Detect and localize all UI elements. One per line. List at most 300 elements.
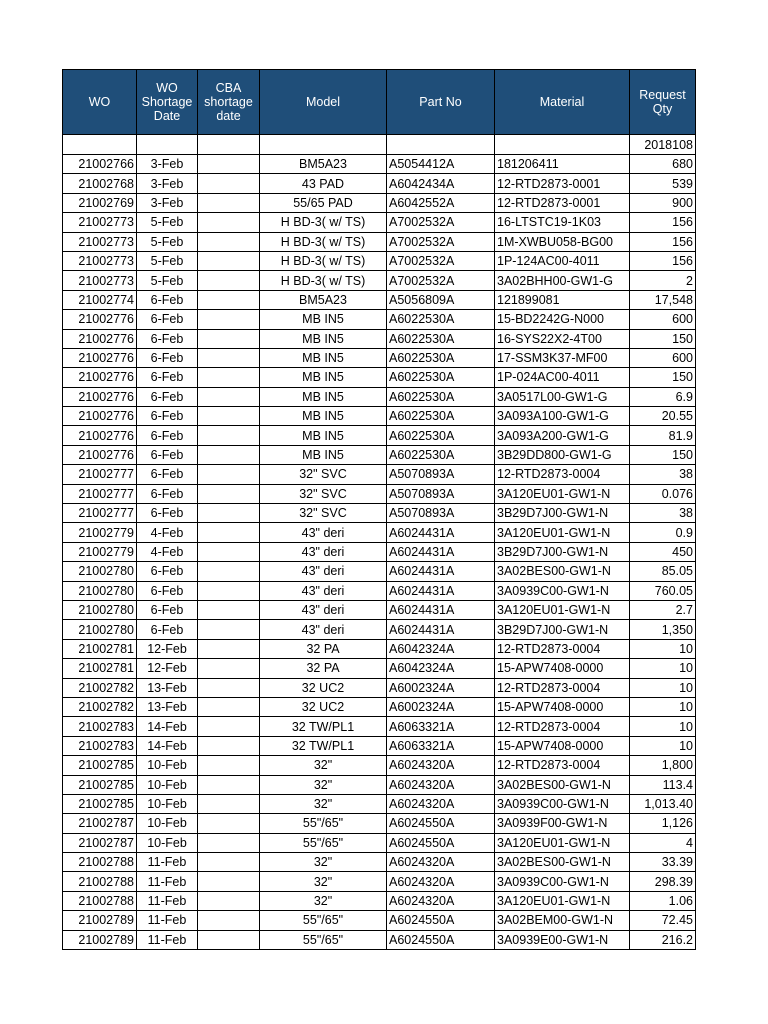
cba-date-cell[interactable] <box>198 523 260 542</box>
part-no-cell[interactable]: A7002532A <box>387 232 495 251</box>
cba-date-cell[interactable] <box>198 290 260 309</box>
material-cell[interactable]: 1P-124AC00-4011 <box>495 251 630 270</box>
shortage-date-cell[interactable]: 6-Feb <box>137 329 198 348</box>
cba-date-cell[interactable] <box>198 562 260 581</box>
shortage-date-cell[interactable]: 6-Feb <box>137 484 198 503</box>
part-no-cell[interactable]: A6024550A <box>387 930 495 949</box>
wo-cell[interactable]: 21002779 <box>63 523 137 542</box>
material-cell[interactable]: 16-SYS22X2-4T00 <box>495 329 630 348</box>
shortage-date-cell[interactable]: 6-Feb <box>137 445 198 464</box>
wo-cell[interactable]: 21002787 <box>63 833 137 852</box>
part-no-cell[interactable]: A6024320A <box>387 853 495 872</box>
model-cell[interactable]: 32" <box>260 756 387 775</box>
header-request-qty[interactable]: Request Qty <box>630 70 696 135</box>
cba-date-cell[interactable] <box>198 756 260 775</box>
cba-date-cell[interactable] <box>198 387 260 406</box>
shortage-date-cell[interactable]: 13-Feb <box>137 697 198 716</box>
wo-cell[interactable]: 21002781 <box>63 639 137 658</box>
wo-cell[interactable]: 21002782 <box>63 697 137 716</box>
shortage-date-cell[interactable]: 10-Feb <box>137 775 198 794</box>
material-cell[interactable]: 3A120EU01-GW1-N <box>495 833 630 852</box>
material-cell[interactable]: 3A120EU01-GW1-N <box>495 523 630 542</box>
material-cell[interactable]: 17-SSM3K37-MF00 <box>495 348 630 367</box>
shortage-date-cell[interactable]: 6-Feb <box>137 368 198 387</box>
request-qty-cell[interactable]: 38 <box>630 465 696 484</box>
model-cell[interactable]: MB IN5 <box>260 387 387 406</box>
model-cell[interactable]: H BD-3( w/ TS) <box>260 271 387 290</box>
model-cell[interactable]: 32" <box>260 853 387 872</box>
request-qty-cell[interactable]: 4 <box>630 833 696 852</box>
wo-cell[interactable]: 21002773 <box>63 232 137 251</box>
wo-cell[interactable]: 21002776 <box>63 445 137 464</box>
wo-cell[interactable]: 21002787 <box>63 814 137 833</box>
wo-cell[interactable]: 21002773 <box>63 213 137 232</box>
model-cell[interactable]: 32" SVC <box>260 504 387 523</box>
material-cell[interactable]: 3B29D7J00-GW1-N <box>495 542 630 561</box>
wo-cell[interactable]: 21002789 <box>63 930 137 949</box>
cba-date-cell[interactable] <box>198 484 260 503</box>
material-cell[interactable]: 16-LTSTC19-1K03 <box>495 213 630 232</box>
wo-cell[interactable]: 21002776 <box>63 329 137 348</box>
part-no-cell[interactable]: A6042434A <box>387 174 495 193</box>
material-cell[interactable]: 15-APW7408-0000 <box>495 659 630 678</box>
shortage-date-cell[interactable]: 3-Feb <box>137 155 198 174</box>
material-cell[interactable]: 3B29D7J00-GW1-N <box>495 504 630 523</box>
request-qty-cell[interactable]: 72.45 <box>630 911 696 930</box>
shortage-date-cell[interactable]: 11-Feb <box>137 911 198 930</box>
part-no-cell[interactable]: A6024431A <box>387 600 495 619</box>
material-cell[interactable]: 3A0517L00-GW1-G <box>495 387 630 406</box>
cba-date-cell[interactable] <box>198 426 260 445</box>
cba-date-cell[interactable] <box>198 853 260 872</box>
model-cell[interactable]: 32 PA <box>260 639 387 658</box>
part-no-cell[interactable]: A7002532A <box>387 271 495 290</box>
model-cell[interactable]: 43" deri <box>260 542 387 561</box>
shortage-date-cell[interactable]: 12-Feb <box>137 639 198 658</box>
cba-date-cell[interactable] <box>198 911 260 930</box>
request-qty-cell[interactable]: 85.05 <box>630 562 696 581</box>
shortage-date-cell[interactable]: 5-Feb <box>137 213 198 232</box>
wo-cell[interactable]: 21002776 <box>63 368 137 387</box>
request-qty-cell[interactable]: 113.4 <box>630 775 696 794</box>
part-no-cell[interactable]: A5070893A <box>387 484 495 503</box>
material-cell[interactable]: 3A093A100-GW1-G <box>495 407 630 426</box>
shortage-date-cell[interactable]: 3-Feb <box>137 174 198 193</box>
shortage-date-cell[interactable]: 13-Feb <box>137 678 198 697</box>
cba-date-cell[interactable] <box>198 251 260 270</box>
model-cell[interactable]: 32" SVC <box>260 484 387 503</box>
model-cell[interactable]: BM5A23 <box>260 155 387 174</box>
material-cell[interactable]: 3B29D7J00-GW1-N <box>495 620 630 639</box>
material-cell[interactable]: 181206411 <box>495 155 630 174</box>
wo-cell[interactable]: 21002781 <box>63 659 137 678</box>
wo-cell[interactable]: 21002788 <box>63 891 137 910</box>
request-qty-cell[interactable]: 81.9 <box>630 426 696 445</box>
wo-cell[interactable]: 21002780 <box>63 600 137 619</box>
material-cell[interactable]: 3A120EU01-GW1-N <box>495 484 630 503</box>
material-cell[interactable]: 3A0939E00-GW1-N <box>495 930 630 949</box>
part-no-cell[interactable]: A6024320A <box>387 794 495 813</box>
shortage-date-cell[interactable]: 11-Feb <box>137 872 198 891</box>
model-cell[interactable]: 32" <box>260 891 387 910</box>
shortage-date-cell[interactable]: 10-Feb <box>137 756 198 775</box>
model-cell[interactable]: 32" <box>260 775 387 794</box>
shortage-date-cell[interactable]: 11-Feb <box>137 930 198 949</box>
wo-cell[interactable]: 21002785 <box>63 756 137 775</box>
shortage-date-cell[interactable]: 5-Feb <box>137 232 198 251</box>
material-cell[interactable]: 15-BD2242G-N000 <box>495 310 630 329</box>
wo-cell[interactable]: 21002776 <box>63 426 137 445</box>
empty-cell[interactable] <box>137 135 198 155</box>
request-qty-cell[interactable]: 20.55 <box>630 407 696 426</box>
cba-date-cell[interactable] <box>198 174 260 193</box>
material-cell[interactable]: 3A093A200-GW1-G <box>495 426 630 445</box>
part-no-cell[interactable]: A5070893A <box>387 465 495 484</box>
material-cell[interactable]: 12-RTD2873-0001 <box>495 193 630 212</box>
cba-date-cell[interactable] <box>198 504 260 523</box>
material-cell[interactable]: 3B29DD800-GW1-G <box>495 445 630 464</box>
wo-cell[interactable]: 21002776 <box>63 310 137 329</box>
part-no-cell[interactable]: A5070893A <box>387 504 495 523</box>
cba-date-cell[interactable] <box>198 872 260 891</box>
empty-cell[interactable] <box>260 135 387 155</box>
part-no-cell[interactable]: A6024431A <box>387 581 495 600</box>
cba-date-cell[interactable] <box>198 833 260 852</box>
material-cell[interactable]: 15-APW7408-0000 <box>495 697 630 716</box>
wo-cell[interactable]: 21002777 <box>63 504 137 523</box>
wo-cell[interactable]: 21002785 <box>63 775 137 794</box>
top-code-cell[interactable]: 2018108 <box>630 135 696 155</box>
shortage-date-cell[interactable]: 12-Feb <box>137 659 198 678</box>
request-qty-cell[interactable]: 156 <box>630 232 696 251</box>
cba-date-cell[interactable] <box>198 697 260 716</box>
cba-date-cell[interactable] <box>198 620 260 639</box>
request-qty-cell[interactable]: 156 <box>630 251 696 270</box>
material-cell[interactable]: 3A0939C00-GW1-N <box>495 581 630 600</box>
shortage-date-cell[interactable]: 6-Feb <box>137 504 198 523</box>
material-cell[interactable]: 121899081 <box>495 290 630 309</box>
request-qty-cell[interactable]: 150 <box>630 329 696 348</box>
material-cell[interactable]: 15-APW7408-0000 <box>495 736 630 755</box>
request-qty-cell[interactable]: 0.076 <box>630 484 696 503</box>
part-no-cell[interactable]: A6024550A <box>387 814 495 833</box>
shortage-date-cell[interactable]: 10-Feb <box>137 794 198 813</box>
model-cell[interactable]: BM5A23 <box>260 290 387 309</box>
wo-cell[interactable]: 21002768 <box>63 174 137 193</box>
model-cell[interactable]: 32 TW/PL1 <box>260 736 387 755</box>
cba-date-cell[interactable] <box>198 445 260 464</box>
request-qty-cell[interactable]: 1.06 <box>630 891 696 910</box>
request-qty-cell[interactable]: 10 <box>630 697 696 716</box>
shortage-date-cell[interactable]: 11-Feb <box>137 891 198 910</box>
header-part-no[interactable]: Part No <box>387 70 495 135</box>
header-model[interactable]: Model <box>260 70 387 135</box>
cba-date-cell[interactable] <box>198 542 260 561</box>
request-qty-cell[interactable]: 900 <box>630 193 696 212</box>
part-no-cell[interactable]: A7002532A <box>387 251 495 270</box>
model-cell[interactable]: MB IN5 <box>260 407 387 426</box>
request-qty-cell[interactable]: 1,126 <box>630 814 696 833</box>
cba-date-cell[interactable] <box>198 678 260 697</box>
cba-date-cell[interactable] <box>198 465 260 484</box>
empty-cell[interactable] <box>387 135 495 155</box>
request-qty-cell[interactable]: 298.39 <box>630 872 696 891</box>
request-qty-cell[interactable]: 760.05 <box>630 581 696 600</box>
cba-date-cell[interactable] <box>198 775 260 794</box>
shortage-date-cell[interactable]: 5-Feb <box>137 251 198 270</box>
model-cell[interactable]: 43" deri <box>260 620 387 639</box>
request-qty-cell[interactable]: 680 <box>630 155 696 174</box>
part-no-cell[interactable]: A7002532A <box>387 213 495 232</box>
model-cell[interactable]: MB IN5 <box>260 348 387 367</box>
material-cell[interactable]: 12-RTD2873-0004 <box>495 639 630 658</box>
model-cell[interactable]: H BD-3( w/ TS) <box>260 251 387 270</box>
model-cell[interactable]: 55"/65" <box>260 911 387 930</box>
shortage-date-cell[interactable]: 6-Feb <box>137 310 198 329</box>
shortage-date-cell[interactable]: 6-Feb <box>137 290 198 309</box>
request-qty-cell[interactable]: 150 <box>630 445 696 464</box>
request-qty-cell[interactable]: 1,350 <box>630 620 696 639</box>
wo-cell[interactable]: 21002788 <box>63 853 137 872</box>
cba-date-cell[interactable] <box>198 213 260 232</box>
request-qty-cell[interactable]: 38 <box>630 504 696 523</box>
cba-date-cell[interactable] <box>198 600 260 619</box>
shortage-date-cell[interactable]: 4-Feb <box>137 523 198 542</box>
request-qty-cell[interactable]: 600 <box>630 310 696 329</box>
shortage-date-cell[interactable]: 11-Feb <box>137 853 198 872</box>
part-no-cell[interactable]: A6022530A <box>387 329 495 348</box>
model-cell[interactable]: H BD-3( w/ TS) <box>260 213 387 232</box>
wo-cell[interactable]: 21002773 <box>63 271 137 290</box>
model-cell[interactable]: 55"/65" <box>260 833 387 852</box>
request-qty-cell[interactable]: 539 <box>630 174 696 193</box>
material-cell[interactable]: 3A02BES00-GW1-N <box>495 775 630 794</box>
shortage-date-cell[interactable]: 5-Feb <box>137 271 198 290</box>
model-cell[interactable]: 43" deri <box>260 523 387 542</box>
part-no-cell[interactable]: A6024550A <box>387 911 495 930</box>
shortage-date-cell[interactable]: 6-Feb <box>137 407 198 426</box>
wo-cell[interactable]: 21002776 <box>63 387 137 406</box>
request-qty-cell[interactable]: 600 <box>630 348 696 367</box>
shortage-date-cell[interactable]: 4-Feb <box>137 542 198 561</box>
request-qty-cell[interactable]: 1,013.40 <box>630 794 696 813</box>
request-qty-cell[interactable]: 17,548 <box>630 290 696 309</box>
model-cell[interactable]: 43" deri <box>260 581 387 600</box>
model-cell[interactable]: 32 TW/PL1 <box>260 717 387 736</box>
request-qty-cell[interactable]: 6.9 <box>630 387 696 406</box>
part-no-cell[interactable]: A6024431A <box>387 542 495 561</box>
cba-date-cell[interactable] <box>198 193 260 212</box>
cba-date-cell[interactable] <box>198 368 260 387</box>
header-material[interactable]: Material <box>495 70 630 135</box>
material-cell[interactable]: 3A02BHH00-GW1-G <box>495 271 630 290</box>
shortage-date-cell[interactable]: 6-Feb <box>137 387 198 406</box>
part-no-cell[interactable]: A6022530A <box>387 368 495 387</box>
model-cell[interactable]: 55/65 PAD <box>260 193 387 212</box>
part-no-cell[interactable]: A5054412A <box>387 155 495 174</box>
request-qty-cell[interactable]: 0.9 <box>630 523 696 542</box>
material-cell[interactable]: 1M-XWBU058-BG00 <box>495 232 630 251</box>
wo-cell[interactable]: 21002780 <box>63 562 137 581</box>
cba-date-cell[interactable] <box>198 271 260 290</box>
request-qty-cell[interactable]: 10 <box>630 639 696 658</box>
part-no-cell[interactable]: A6063321A <box>387 717 495 736</box>
request-qty-cell[interactable]: 156 <box>630 213 696 232</box>
request-qty-cell[interactable]: 10 <box>630 678 696 697</box>
shortage-date-cell[interactable]: 14-Feb <box>137 736 198 755</box>
empty-cell[interactable] <box>495 135 630 155</box>
wo-cell[interactable]: 21002780 <box>63 581 137 600</box>
empty-cell[interactable] <box>198 135 260 155</box>
part-no-cell[interactable]: A6024431A <box>387 523 495 542</box>
model-cell[interactable]: 43" deri <box>260 600 387 619</box>
model-cell[interactable]: 32" <box>260 794 387 813</box>
cba-date-cell[interactable] <box>198 891 260 910</box>
part-no-cell[interactable]: A6022530A <box>387 348 495 367</box>
wo-cell[interactable]: 21002766 <box>63 155 137 174</box>
material-cell[interactable]: 12-RTD2873-0004 <box>495 678 630 697</box>
wo-cell[interactable]: 21002780 <box>63 620 137 639</box>
cba-date-cell[interactable] <box>198 794 260 813</box>
model-cell[interactable]: 32 PA <box>260 659 387 678</box>
part-no-cell[interactable]: A6042552A <box>387 193 495 212</box>
shortage-date-cell[interactable]: 3-Feb <box>137 193 198 212</box>
cba-date-cell[interactable] <box>198 348 260 367</box>
part-no-cell[interactable]: A6022530A <box>387 387 495 406</box>
cba-date-cell[interactable] <box>198 329 260 348</box>
wo-cell[interactable]: 21002783 <box>63 717 137 736</box>
material-cell[interactable]: 3A120EU01-GW1-N <box>495 600 630 619</box>
model-cell[interactable]: 32" SVC <box>260 465 387 484</box>
shortage-date-cell[interactable]: 6-Feb <box>137 620 198 639</box>
request-qty-cell[interactable]: 10 <box>630 717 696 736</box>
part-no-cell[interactable]: A6024431A <box>387 620 495 639</box>
header-shortage-date[interactable]: WO Shortage Date <box>137 70 198 135</box>
request-qty-cell[interactable]: 2.7 <box>630 600 696 619</box>
request-qty-cell[interactable]: 10 <box>630 659 696 678</box>
material-cell[interactable]: 3A02BEM00-GW1-N <box>495 911 630 930</box>
shortage-date-cell[interactable]: 6-Feb <box>137 348 198 367</box>
model-cell[interactable]: 32 UC2 <box>260 697 387 716</box>
wo-cell[interactable]: 21002776 <box>63 348 137 367</box>
wo-cell[interactable]: 21002783 <box>63 736 137 755</box>
material-cell[interactable]: 12-RTD2873-0004 <box>495 465 630 484</box>
request-qty-cell[interactable]: 450 <box>630 542 696 561</box>
shortage-date-cell[interactable]: 10-Feb <box>137 833 198 852</box>
cba-date-cell[interactable] <box>198 581 260 600</box>
wo-cell[interactable]: 21002779 <box>63 542 137 561</box>
shortage-date-cell[interactable]: 10-Feb <box>137 814 198 833</box>
part-no-cell[interactable]: A6024431A <box>387 562 495 581</box>
part-no-cell[interactable]: A5056809A <box>387 290 495 309</box>
model-cell[interactable]: MB IN5 <box>260 368 387 387</box>
model-cell[interactable]: 43 PAD <box>260 174 387 193</box>
part-no-cell[interactable]: A6022530A <box>387 407 495 426</box>
header-wo[interactable]: WO <box>63 70 137 135</box>
model-cell[interactable]: 32" <box>260 872 387 891</box>
cba-date-cell[interactable] <box>198 407 260 426</box>
material-cell[interactable]: 12-RTD2873-0001 <box>495 174 630 193</box>
wo-cell[interactable]: 21002776 <box>63 407 137 426</box>
empty-cell[interactable] <box>63 135 137 155</box>
part-no-cell[interactable]: A6002324A <box>387 697 495 716</box>
cba-date-cell[interactable] <box>198 310 260 329</box>
wo-cell[interactable]: 21002777 <box>63 465 137 484</box>
material-cell[interactable]: 3A0939C00-GW1-N <box>495 872 630 891</box>
material-cell[interactable]: 3A120EU01-GW1-N <box>495 891 630 910</box>
part-no-cell[interactable]: A6024320A <box>387 872 495 891</box>
part-no-cell[interactable]: A6022530A <box>387 426 495 445</box>
model-cell[interactable]: 55"/65" <box>260 930 387 949</box>
model-cell[interactable]: 55"/65" <box>260 814 387 833</box>
cba-date-cell[interactable] <box>198 232 260 251</box>
material-cell[interactable]: 3A02BES00-GW1-N <box>495 853 630 872</box>
wo-cell[interactable]: 21002782 <box>63 678 137 697</box>
part-no-cell[interactable]: A6022530A <box>387 310 495 329</box>
request-qty-cell[interactable]: 10 <box>630 736 696 755</box>
wo-cell[interactable]: 21002774 <box>63 290 137 309</box>
cba-date-cell[interactable] <box>198 717 260 736</box>
shortage-date-cell[interactable]: 6-Feb <box>137 426 198 445</box>
cba-date-cell[interactable] <box>198 639 260 658</box>
request-qty-cell[interactable]: 33.39 <box>630 853 696 872</box>
material-cell[interactable]: 1P-024AC00-4011 <box>495 368 630 387</box>
part-no-cell[interactable]: A6024320A <box>387 775 495 794</box>
wo-cell[interactable]: 21002777 <box>63 484 137 503</box>
wo-cell[interactable]: 21002769 <box>63 193 137 212</box>
model-cell[interactable]: MB IN5 <box>260 329 387 348</box>
part-no-cell[interactable]: A6024320A <box>387 891 495 910</box>
wo-cell[interactable]: 21002788 <box>63 872 137 891</box>
request-qty-cell[interactable]: 150 <box>630 368 696 387</box>
header-cba-shortage-date[interactable]: CBA shortage date <box>198 70 260 135</box>
material-cell[interactable]: 12-RTD2873-0004 <box>495 717 630 736</box>
part-no-cell[interactable]: A6024550A <box>387 833 495 852</box>
cba-date-cell[interactable] <box>198 930 260 949</box>
material-cell[interactable]: 12-RTD2873-0004 <box>495 756 630 775</box>
part-no-cell[interactable]: A6063321A <box>387 736 495 755</box>
part-no-cell[interactable]: A6002324A <box>387 678 495 697</box>
material-cell[interactable]: 3A0939F00-GW1-N <box>495 814 630 833</box>
model-cell[interactable]: MB IN5 <box>260 445 387 464</box>
material-cell[interactable]: 3A02BES00-GW1-N <box>495 562 630 581</box>
model-cell[interactable]: 32 UC2 <box>260 678 387 697</box>
part-no-cell[interactable]: A6042324A <box>387 639 495 658</box>
cba-date-cell[interactable] <box>198 155 260 174</box>
cba-date-cell[interactable] <box>198 736 260 755</box>
model-cell[interactable]: H BD-3( w/ TS) <box>260 232 387 251</box>
part-no-cell[interactable]: A6022530A <box>387 445 495 464</box>
request-qty-cell[interactable]: 216.2 <box>630 930 696 949</box>
wo-cell[interactable]: 21002773 <box>63 251 137 270</box>
shortage-date-cell[interactable]: 14-Feb <box>137 717 198 736</box>
shortage-date-cell[interactable]: 6-Feb <box>137 600 198 619</box>
material-cell[interactable]: 3A0939C00-GW1-N <box>495 794 630 813</box>
cba-date-cell[interactable] <box>198 659 260 678</box>
wo-cell[interactable]: 21002789 <box>63 911 137 930</box>
wo-cell[interactable]: 21002785 <box>63 794 137 813</box>
part-no-cell[interactable]: A6042324A <box>387 659 495 678</box>
model-cell[interactable]: 43" deri <box>260 562 387 581</box>
shortage-date-cell[interactable]: 6-Feb <box>137 562 198 581</box>
request-qty-cell[interactable]: 1,800 <box>630 756 696 775</box>
cba-date-cell[interactable] <box>198 814 260 833</box>
shortage-date-cell[interactable]: 6-Feb <box>137 581 198 600</box>
model-cell[interactable]: MB IN5 <box>260 426 387 445</box>
part-no-cell[interactable]: A6024320A <box>387 756 495 775</box>
shortage-date-cell[interactable]: 6-Feb <box>137 465 198 484</box>
model-cell[interactable]: MB IN5 <box>260 310 387 329</box>
